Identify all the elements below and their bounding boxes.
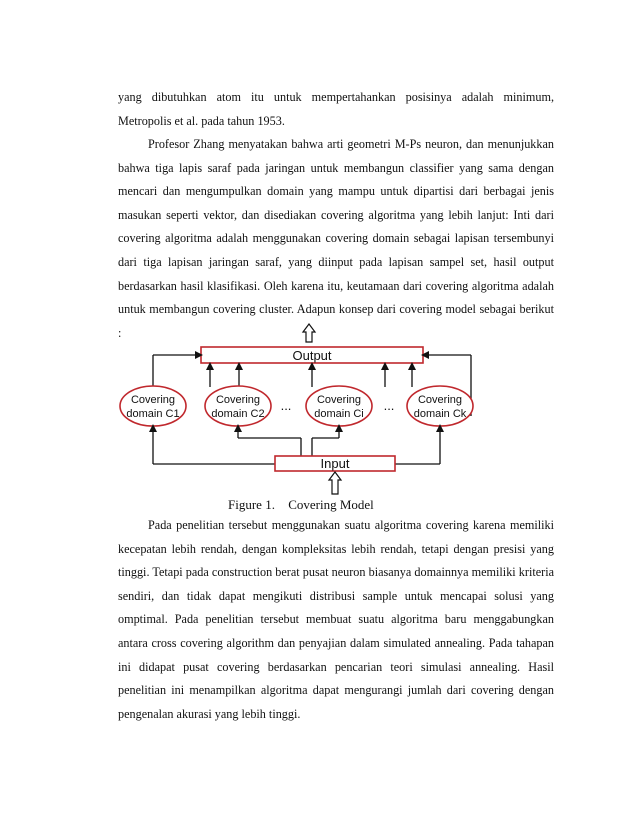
ellipsis-right: ...	[383, 398, 395, 413]
node-c1-line2: domain C1	[126, 408, 180, 420]
output-label: Output	[292, 348, 332, 363]
paragraph-research: Pada penelitian tersebut menggunakan suatu algoritma covering karena memiliki kecepatan lebih rendah, dengan kompleksitas lebih rendah, tetapi dengan presisi yang tinggi. Tetapi pada construction berat pusat neuron biasanya domainnya memiliki kriteria sendiri, dan tidak dapat mengikuti distribusi sample untuk mencapai solusi yang omptimal. Pada penelitian tersebut membuat suatu algoritma baru menggabungkan antara cross covering algorithm dan penyajian dalam simulated annealing. Pada tahapan ini didapat pusat covering berdasarkan pencarian teori simulasi annealing. Hasil penelitian ini menampilkan algoritma dapat mengurangi jumlah dari covering dengan pengenalan akurasi yang lebih tinggi.	[118, 518, 554, 721]
figure-caption	[228, 497, 374, 513]
node-c1-line1: Covering	[130, 394, 176, 406]
figure-caption-text: Covering Model	[288, 497, 374, 512]
covering-node-c1	[120, 386, 186, 426]
covering-node-ck	[407, 386, 473, 426]
paragraph-intro: yang dibutuhkan atom itu untuk mempertahankan posisinya adalah minimum, Metropolis et al. pada tahun 1953.	[118, 90, 554, 128]
figure-caption-number: Figure 1.	[228, 497, 275, 512]
output-hollow-arrow	[303, 324, 315, 342]
input-hollow-arrow	[329, 472, 341, 494]
node-ci-line2: domain Ci	[314, 408, 364, 420]
covering-node-c2	[205, 386, 271, 426]
node-ck-line2: domain Ck	[413, 408, 467, 420]
covering-node-ci	[306, 386, 372, 426]
ellipsis-left: ...	[280, 398, 292, 413]
node-ck-line1: Covering	[417, 394, 463, 406]
input-label: Input	[320, 456, 350, 471]
paragraph-zhang: Profesor Zhang menyatakan bahwa arti geometri M-Ps neuron, dan menunjukkan bahwa tiga lapis saraf pada jaringan untuk membangun classifier yang sama dengan mencari dan mengumpulkan domain yang mampu untuk dipartisi dari berbagai jenis masukan seperti vektor, dan disediakan covering algoritma yang lebih lanjut: Inti dari covering algoritma adalah menggunakan covering domain sebagai lapisan tersembunyi dari tiga lapisan jaringan saraf, yang diinput pada lapisan sampel set, hasil output berdasarkan hasil klasifikasi. Oleh karena itu, keutamaan dari covering algoritma adalah untuk membangun covering cluster. Adapun konsep dari covering model sebagai berikut :	[118, 137, 554, 340]
node-ci-line1: Covering	[316, 394, 362, 406]
node-c2-line1: Covering	[215, 394, 261, 406]
covering-model-diagram	[0, 320, 638, 500]
node-c2-line2: domain C2	[211, 408, 265, 420]
